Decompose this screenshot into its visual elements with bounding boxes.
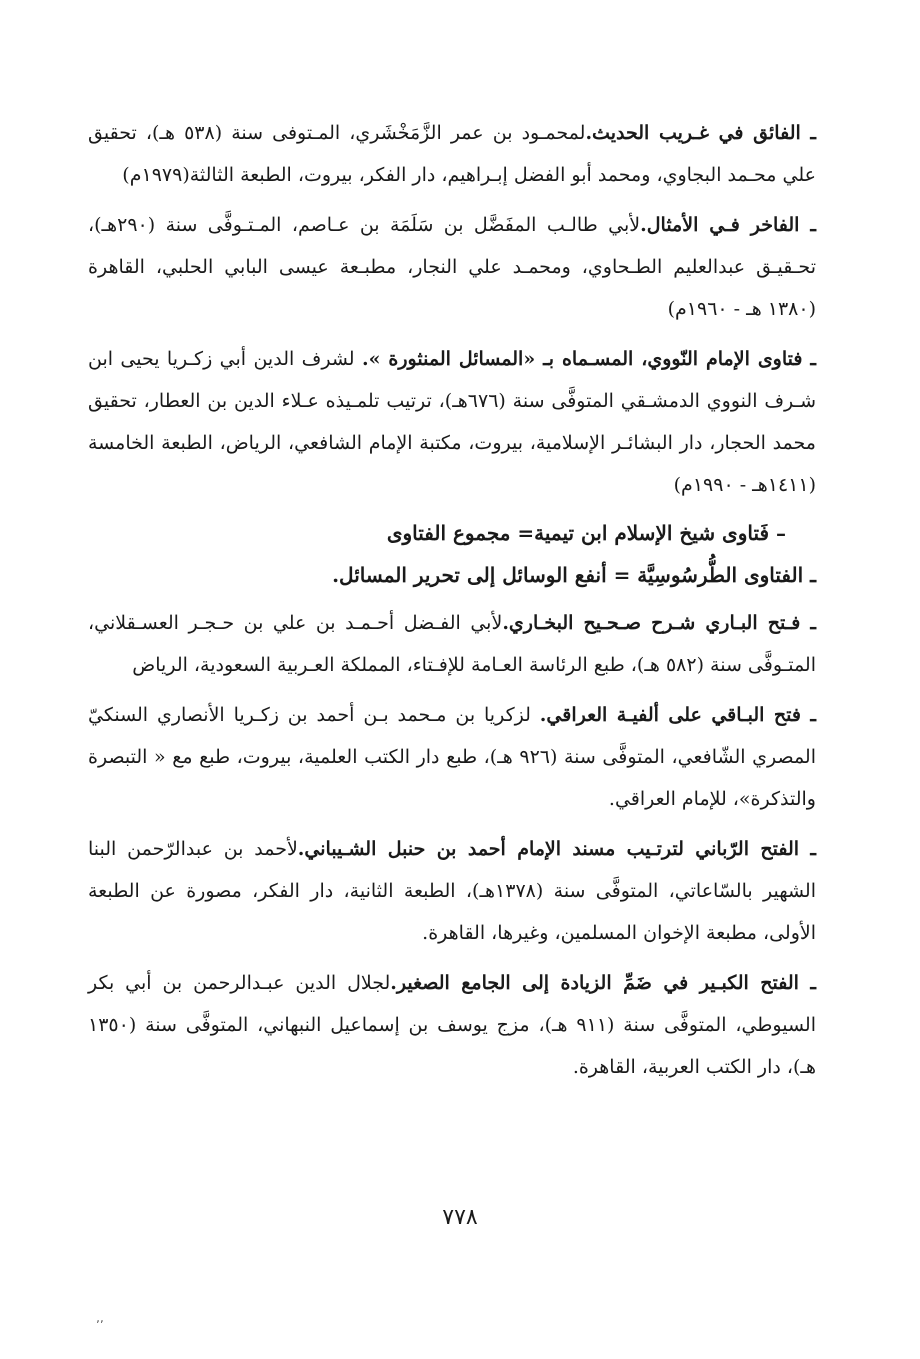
entry-title: ـ الفاخر فـي الأمثال. xyxy=(640,214,816,236)
scan-mark: ٬٬ xyxy=(96,1318,104,1332)
bibliography-entry-fath-al-bari xyxy=(88,602,816,686)
entry-title: ـ فتاوى الإمام النّووي، المسـماه بـ «المسائل المنثورة ». xyxy=(361,348,816,370)
entry-title: ـ الفتاوى الطُّرسُوسِيَّة = أنفع الوسائل إلى تحرير المسائل. xyxy=(332,563,816,587)
page-number: ٧٧٨ xyxy=(442,1205,478,1230)
bibliography-entry-fatawa-tarsusiyya xyxy=(88,554,816,596)
bibliography-entry-fakhir xyxy=(88,204,816,330)
entry-title: ـ الفتح الكبـير في ضَمِّ الزيادة إلى الجامع الصغير. xyxy=(390,972,816,994)
bibliography-entry-fatawa-nawawi xyxy=(88,338,816,506)
entry-body: لجلال الدين عبـدالرحمن بن أبي بكر السيوطي، المتوفَّى سنة (٩١١ هـ)، مزج يوسف بن إسماعيل النبهاني، المتوفَّى سنة (١٣٥٠ هـ)، دار الكتب العربية، القاهرة. xyxy=(88,972,816,1078)
entry-body: لأبي طالـب المفَضَّل بن سَلَمَة بن عـاصم، المـتـوفَّى سنة (٢٩٠هـ)، تحـقيـق عبدالعليم الطـحاوي، ومحمـد علي النجار، مطبـعة عيسى البابي الحلبي، القاهرة (١٣٨٠ هـ - ١٩٦٠م) xyxy=(88,214,816,320)
bibliography-entry-fath-al-kabir xyxy=(88,962,816,1088)
entry-title: ـ فـتح البـاري شـرح صـحـيح البخـاري. xyxy=(502,612,816,634)
entry-body: لأحمد بن عبدالرّحمن البنا الشهير بالسّاعاتي، المتوفَّى سنة (١٣٧٨هـ)، الطبعة الثانية، دار الفكر، مصورة عن الطبعة الأولى، مطبعة الإخوان المسلمين، وغيرها، القاهرة. xyxy=(88,838,816,944)
entry-body: لزكريا بن مـحمد بـن أحمد بن زكـريا الأنصاري السنكيّ المصري الشّافعي، المتوفَّى سنة (٩٢٦ هـ)، طبع دار الكتب العلمية، بيروت، طبع مع « التبصرة والتذكرة»، للإمام العراقي. xyxy=(88,704,817,810)
entry-title: ـ فتح البـاقي على ألفيـة العراقي. xyxy=(539,704,816,726)
entry-body: لمحمـود بن عمر الزَّمَخْشَري، المـتوفى سنة (٥٣٨ هـ)، تحقيق علي محـمد البجاوي، ومحمد أبو الفضل إبـراهيم، دار الفكر، بيروت، الطبعة الثالثة(١٩٧٩م) xyxy=(88,122,816,186)
entry-title: ـ الفتح الرّباني لترتـيب مسند الإمام أحمد بن حنبل الشـيباني. xyxy=(297,838,816,860)
bibliography-entry-fath-al-rabbani xyxy=(88,828,816,954)
bibliography-entry-faiq xyxy=(88,112,816,196)
entry-title: ـ الفائق في غـريب الحديث. xyxy=(585,122,816,144)
bibliography-entry-fatawa-ibn-taymiyya xyxy=(88,512,816,554)
bibliography-entry-fath-al-baqi xyxy=(88,694,816,820)
entry-body: لشرف الدين أبي زكـريا يحيى ابن شـرف النووي الدمشـقي المتوفَّى سنة (٦٧٦هـ)، ترتيب تلمـيذه عـلاء الدين بن العطار، تحقيق محمد الحجار، دار البشائـر الإسلامية، بيروت، مكتبة الإمام الشافعي، الرياض، الطبعة الخامسة (١٤١١هـ - ١٩٩٠م) xyxy=(88,348,816,496)
entry-body: لأبي الفـضل أحـمـد بن علي بن حـجـر العسـقلاني، المتـوفَّى سنة (٥٨٢ هـ)، طبع الرئاسة العـامة للإفـتاء، المملكة العـربية السعودية، الرياض xyxy=(88,612,816,676)
bibliography-page xyxy=(88,112,816,1096)
entry-title: – فَتاوى شيخ الإسلام ابن تيمية= مجموع الفتاوى xyxy=(386,521,786,545)
